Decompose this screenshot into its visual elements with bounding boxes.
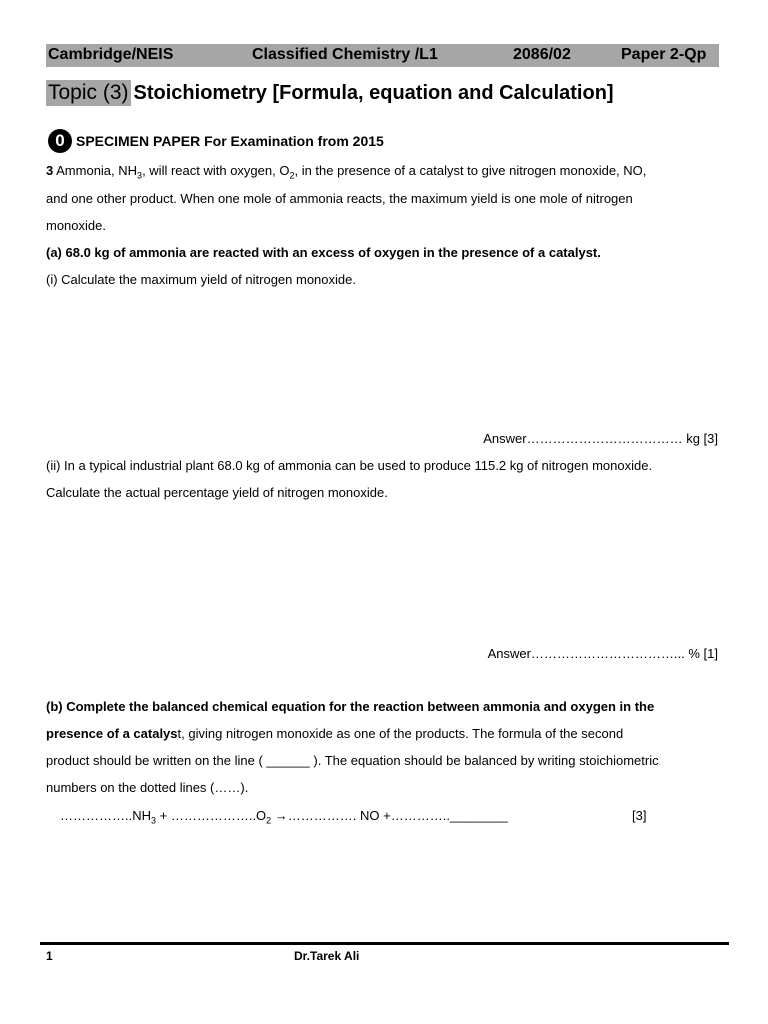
subscript: 3 xyxy=(137,170,143,181)
header-series: Classified Chemistry /L1 xyxy=(252,46,438,63)
topic-label: Topic (3) xyxy=(48,81,129,104)
part-a-ii-line-2: Calculate the actual percentage yield of nitrogen monoxide. xyxy=(46,485,388,500)
part-b-line-2 xyxy=(46,726,623,741)
part-b-line-4: numbers on the dotted lines (……). xyxy=(46,780,249,795)
question-intro-line-1 xyxy=(46,163,646,181)
marks-b: [3] xyxy=(632,808,647,823)
footer-rule xyxy=(40,942,729,945)
part-b-line-1: (b) Complete the balanced chemical equation for the reaction between ammonia and oxygen in the xyxy=(46,699,655,714)
part-b-line-3: product should be written on the line ( ______ ). The equation should be balanced by writing stoichiometric xyxy=(46,753,659,768)
subscript: 3 xyxy=(151,815,157,826)
number-circle-icon: 0 xyxy=(48,129,72,153)
header-paper: Paper 2-Qp xyxy=(621,46,707,63)
equation-part: ……………..NH xyxy=(60,808,151,823)
equation-part: →……………. NO +…………..________ xyxy=(271,808,508,823)
intro-text: Ammonia, NH xyxy=(53,163,138,178)
equation-part: + ………………..O xyxy=(156,808,267,823)
part-b-bold-text: presence of a catalys xyxy=(46,726,178,741)
intro-text: , in the presence of a catalyst to give nitrogen monoxide, NO, xyxy=(294,163,647,178)
answer-line-a-ii: Answer……………………………... % [1] xyxy=(487,646,718,661)
question-intro-line-2: and one other product. When one mole of ammonia reacts, the maximum yield is one mole of nitrogen xyxy=(46,191,633,206)
answer-line-a-i: Answer……………………………… kg [3] xyxy=(483,431,718,446)
footer-page-number: 1 xyxy=(46,949,53,963)
section-title: SPECIMEN PAPER For Examination from 2015 xyxy=(76,133,384,149)
subscript: 2 xyxy=(266,815,272,826)
question-number: 3 xyxy=(46,163,54,178)
section-heading xyxy=(48,129,384,153)
chemical-equation xyxy=(60,808,508,826)
topic-title: Stoichiometry [Formula, equation and Calculation] xyxy=(133,81,614,104)
header-board: Cambridge/NEIS xyxy=(48,46,174,63)
footer-author: Dr.Tarek Ali xyxy=(294,949,360,963)
question-intro-line-3: monoxide. xyxy=(46,218,106,233)
part-a-statement: (a) 68.0 kg of ammonia are reacted with an excess of oxygen in the presence of a catalyst. xyxy=(46,245,601,260)
header-bar xyxy=(46,44,719,67)
subscript: 2 xyxy=(289,170,295,181)
intro-text: , will react with oxygen, O xyxy=(142,163,290,178)
part-a-ii-line-1: (ii) In a typical industrial plant 68.0 kg of ammonia can be used to produce 115.2 kg of nitrogen monoxide. xyxy=(46,458,653,473)
topic-heading xyxy=(46,80,614,110)
part-b-text: t, giving nitrogen monoxide as one of the products. The formula of the second xyxy=(177,726,624,741)
header-code: 2086/02 xyxy=(513,46,571,63)
part-a-i-question: (i) Calculate the maximum yield of nitrogen monoxide. xyxy=(46,272,356,287)
